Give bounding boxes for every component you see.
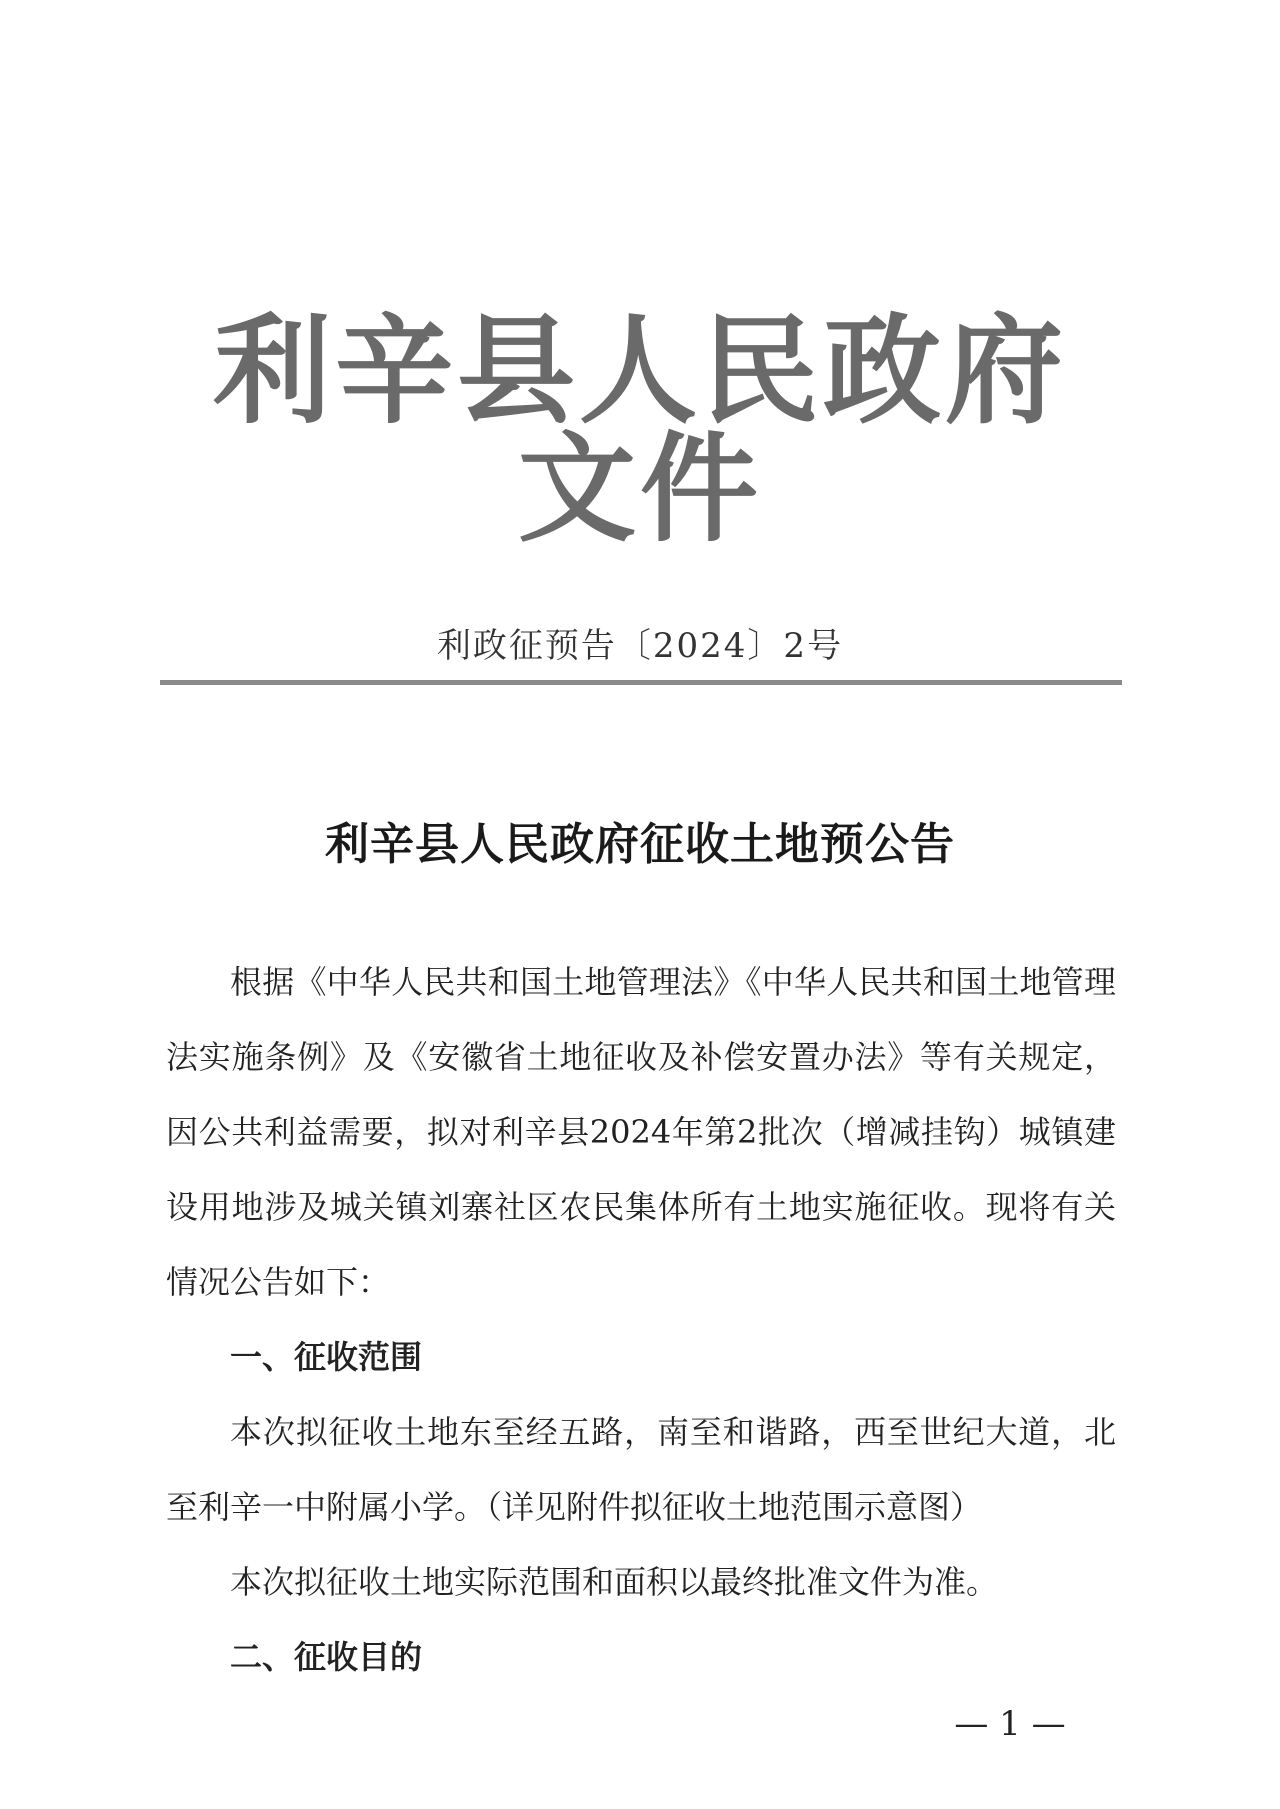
scope-note-paragraph: 本次拟征收土地实际范围和面积以最终批准文件为准。 bbox=[230, 1563, 999, 1601]
masthead-title: 利辛县人民政府文件 bbox=[212, 302, 1067, 558]
page-number: — 1 — bbox=[954, 1704, 1066, 1744]
section-heading-scope: 一、征收范围 bbox=[230, 1338, 423, 1376]
document-title: 利辛县人民政府征收土地预公告 bbox=[325, 819, 955, 870]
separator-line bbox=[160, 680, 1122, 685]
section-heading-purpose: 二、征收目的 bbox=[230, 1638, 423, 1676]
document-number: 利政征预告〔2024〕2号 bbox=[436, 626, 844, 666]
document-body bbox=[166, 945, 1116, 1695]
scope-paragraph: 本次拟征收土地东至经五路，南至和谐路，西至世纪大道，北至利辛一中附属小学。（详见附件拟征收土地范围示意图） bbox=[166, 1413, 1116, 1526]
intro-paragraph: 根据《中华人民共和国土地管理法》《中华人民共和国土地管理法实施条例》及《安徽省土地征收及补偿安置办法》等有关规定，因公共利益需要，拟对利辛县2024年第2批次（增减挂钩）城镇建设用地涉及城关镇刘寨社区农民集体所有土地实施征收。现将有关情况公告如下： bbox=[166, 963, 1116, 1301]
